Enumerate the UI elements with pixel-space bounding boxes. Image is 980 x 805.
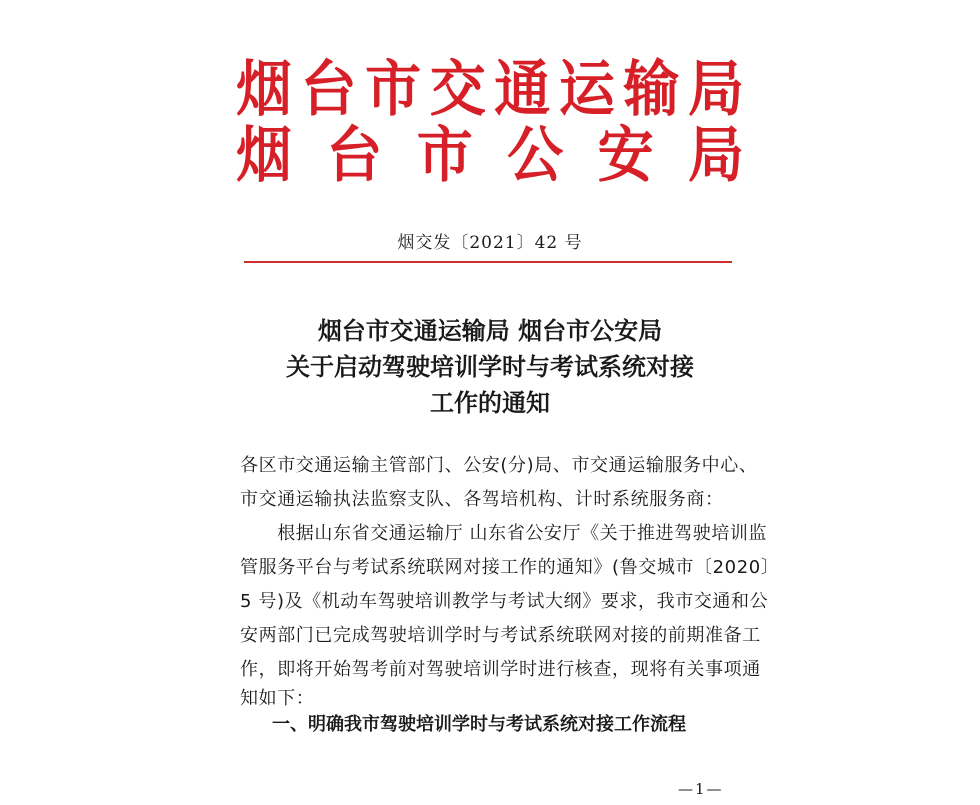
page-number: —1— xyxy=(678,780,724,798)
body-line: 市交通运输执法监察支队、各驾培机构、计时系统服务商： xyxy=(240,489,724,510)
issuer-char: 公 xyxy=(507,120,564,191)
issuer-char: 通 xyxy=(494,54,551,125)
issuer-char: 市 xyxy=(365,54,422,125)
issuer-char: 输 xyxy=(623,54,680,125)
issuer-line-transport-bureau xyxy=(236,54,744,125)
body-line: 根据山东省交通运输厅 山东省公安厅《关于推进驾驶培训监 xyxy=(240,523,768,544)
body-line: 5 号)及《机动车驾驶培训教学与考试大纲》要求，我市交通和公 xyxy=(240,591,769,612)
red-divider-line xyxy=(244,261,732,263)
issuer-char: 烟 xyxy=(236,54,292,125)
body-line: 安两部门已完成驾驶培训学时与考试系统联网对接的前期准备工 xyxy=(240,625,761,646)
issuer-char: 局 xyxy=(687,54,744,125)
section-heading-1: 一、明确我市驾驶培训学时与考试系统对接工作流程 xyxy=(272,714,686,735)
issuer-char: 安 xyxy=(597,120,654,191)
issuer-char: 烟 xyxy=(236,120,292,191)
issuer-char: 局 xyxy=(687,120,744,191)
body-line: 作，即将开始驾考前对驾驶培训学时进行核查，现将有关事项通 xyxy=(240,659,761,680)
issuer-char: 交 xyxy=(429,54,486,125)
body-line: 管服务平台与考试系统联网对接工作的通知》(鲁交城市〔2020〕 xyxy=(240,557,780,578)
document-number: 烟交发〔2021〕42 号 xyxy=(397,233,583,253)
body-line: 知如下： xyxy=(240,688,315,709)
notice-title-line-3: 工作的通知 xyxy=(430,388,550,417)
notice-title-line-2: 关于启动驾驶培训学时与考试系统对接 xyxy=(286,352,694,381)
notice-title-line-1: 烟台市交通运输局 烟台市公安局 xyxy=(317,316,663,345)
issuer-char: 市 xyxy=(416,120,473,191)
issuer-char: 台 xyxy=(326,120,383,191)
issuer-char: 台 xyxy=(300,54,357,125)
body-line: 各区市交通运输主管部门、公安(分)局、市交通运输服务中心、 xyxy=(240,455,758,476)
issuer-char: 运 xyxy=(558,54,615,125)
issuer-line-public-security-bureau xyxy=(236,120,744,191)
